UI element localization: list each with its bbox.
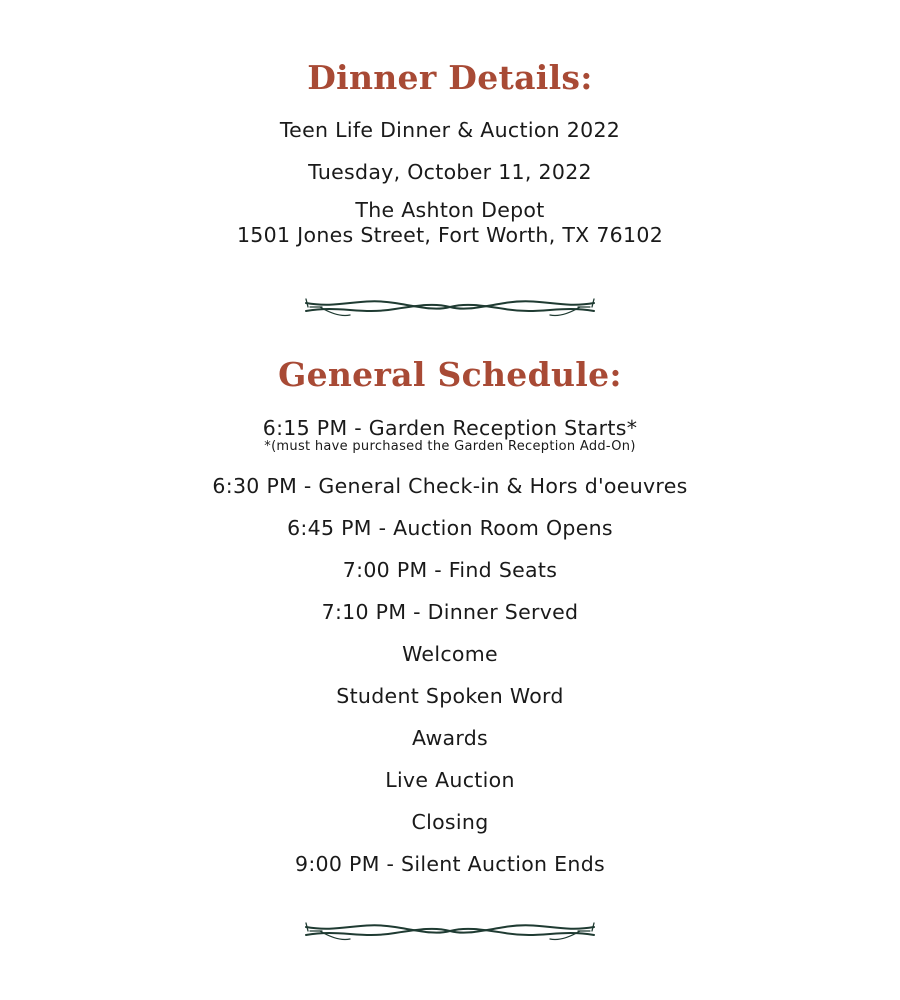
schedule-closing: Closing (411, 810, 489, 834)
schedule-silent-auction: 9:00 PM - Silent Auction Ends (294, 852, 605, 876)
schedule-spoken-word: Student Spoken Word (336, 684, 564, 708)
schedule-welcome: Welcome (402, 642, 498, 666)
general-schedule-heading: General Schedule: (278, 355, 622, 394)
venue-name: The Ashton Depot (355, 198, 545, 222)
event-date: Tuesday, October 11, 2022 (308, 160, 592, 184)
vine-flourish-icon (300, 295, 600, 321)
schedule-garden-reception: 6:15 PM - Garden Reception Starts* (262, 416, 638, 440)
venue-address: 1501 Jones Street, Fort Worth, TX 76102 (236, 223, 664, 247)
schedule-checkin: 6:30 PM - General Check-in & Hors d'oeuvres (212, 474, 688, 498)
schedule-find-seats: 7:00 PM - Find Seats (342, 558, 558, 582)
schedule-live-auction: Live Auction (385, 768, 515, 792)
schedule-awards: Awards (411, 726, 489, 750)
schedule-auction-room: 6:45 PM - Auction Room Opens (287, 516, 613, 540)
garden-reception-note: *(must have purchased the Garden Reception Add-On) (264, 439, 636, 454)
vine-flourish-icon (300, 919, 600, 945)
schedule-dinner-served: 7:10 PM - Dinner Served (321, 600, 579, 624)
event-name: Teen Life Dinner & Auction 2022 (279, 118, 621, 142)
dinner-details-heading: Dinner Details: (307, 58, 593, 97)
